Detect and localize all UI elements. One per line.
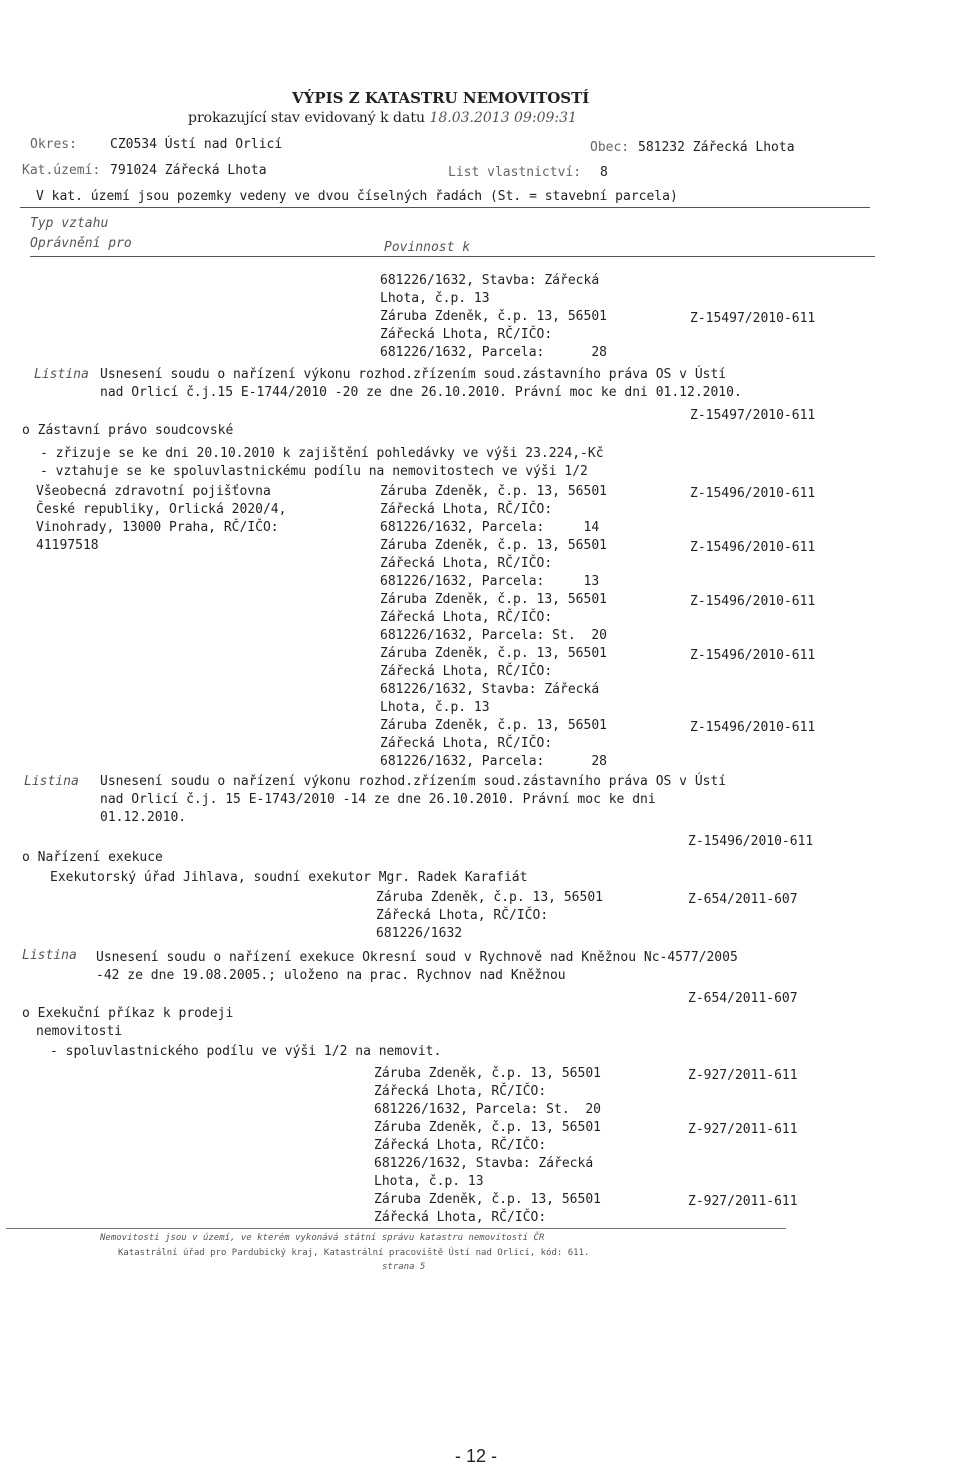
text-line: 681226/1632, Stavba: Zářecká — [380, 273, 600, 288]
text-line: 681226/1632, Parcela: St. 20 — [380, 628, 607, 643]
columns-rule — [30, 256, 875, 257]
text-line: Zářecká Lhota, RČ/IČO: — [380, 610, 553, 625]
text-line: 681226/1632, Parcela: 13 — [380, 574, 600, 589]
creditor-line: Vinohrady, 13000 Praha, RČ/IČO: — [36, 520, 279, 535]
subtitle-date: 18.03.2013 09:09:31 — [429, 110, 577, 126]
footer-line-2: Katastrální úřad pro Pardubický kraj, Katastrální pracoviště Ústí nad Orlicí, kód: 611. — [118, 1248, 590, 1258]
section-heading: o Zástavní právo soudcovské — [22, 423, 234, 438]
text-line: Záruba Zdeněk, č.p. 13, 56501 — [380, 646, 607, 661]
text-line: Záruba Zdeněk, č.p. 13, 56501 — [374, 1192, 601, 1207]
text-line: Zářecká Lhota, RČ/IČO: — [380, 556, 553, 571]
reference-code: Z-927/2011-611 — [688, 1122, 798, 1137]
section-heading: o Exekuční příkaz k prodeji — [22, 1006, 234, 1021]
text-line: Zářecká Lhota, RČ/IČO: — [374, 1210, 547, 1225]
creditor-line: České republiky, Orlická 2020/4, — [36, 502, 287, 517]
page-number: - 12 - — [455, 1446, 498, 1466]
reference-code: Z-15496/2010-611 — [688, 834, 814, 849]
lv-value: 8 — [600, 165, 608, 180]
subtitle — [188, 110, 577, 126]
text-line: Zářecká Lhota, RČ/IČO: — [380, 327, 553, 342]
katuzemi-value: 791024 Zářecká Lhota — [110, 163, 267, 178]
creditor-line: Všeobecná zdravotní pojišťovna — [36, 484, 271, 499]
obec-label: Obec: — [590, 140, 630, 155]
text-line: Usnesení soudu o nařízení výkonu rozhod.zřízením soud.zástavního práva OS v Ústí — [100, 367, 727, 382]
col-typ-vztahu: Typ vztahu — [30, 216, 109, 231]
subtitle-prefix: prokazující stav evidovaný k datu — [188, 110, 425, 126]
text-line: Zářecká Lhota, RČ/IČO: — [374, 1138, 547, 1153]
text-line: - zřizuje se ke dni 20.10.2010 k zajištění pohledávky ve výši 23.224,-Kč — [40, 446, 604, 461]
text-line: Lhota, č.p. 13 — [380, 700, 490, 715]
text-line: -42 ze dne 19.08.2005.; uloženo na prac. Rychnov nad Kněžnou — [96, 968, 566, 983]
header-note: V kat. území jsou pozemky vedeny ve dvou číselných řadách (St. = stavební parcela) — [36, 189, 678, 204]
text-line: 681226/1632, Parcela: 28 — [380, 345, 607, 360]
listina-label: Listina — [34, 367, 89, 382]
creditor-line: 41197518 — [36, 538, 99, 553]
text-line: 01.12.2010. — [100, 810, 187, 825]
text-line: Záruba Zdeněk, č.p. 13, 56501 — [376, 890, 603, 905]
col-povinnost: Povinnost k — [384, 240, 471, 255]
document-title: VÝPIS Z KATASTRU NEMOVITOSTÍ — [292, 89, 590, 107]
text-line: Zářecká Lhota, RČ/IČO: — [376, 908, 549, 923]
text-line: nemovitosti — [36, 1024, 123, 1039]
section-heading: o Nařízení exekuce — [22, 850, 163, 865]
text-line: Záruba Zdeněk, č.p. 13, 56501 — [380, 718, 607, 733]
text-line: 681226/1632 — [376, 926, 463, 941]
reference-code: Z-15497/2010-611 — [690, 408, 816, 423]
reference-code: Z-654/2011-607 — [688, 991, 798, 1006]
text-line: - vztahuje se ke spoluvlastnickému podílu na nemovitostech ve výši 1/2 — [40, 464, 588, 479]
footer-line-1: Nemovitosti jsou v území, ve kterém vykonává státní správu katastru nemovitostí ČR — [100, 1233, 545, 1243]
text-line: Zářecká Lhota, RČ/IČO: — [380, 664, 553, 679]
text-line: 681226/1632, Stavba: Zářecká — [374, 1156, 594, 1171]
text-line: Zářecká Lhota, RČ/IČO: — [380, 502, 553, 517]
text-line: nad Orlicí č.j.15 E-1744/2010 -20 ze dne 26.10.2010. Právní moc ke dni 01.12.2010. — [100, 385, 742, 400]
katuzemi-label: Kat.území: — [22, 163, 101, 178]
text-line: 681226/1632, Stavba: Zářecká — [380, 682, 600, 697]
text-line: 681226/1632, Parcela: 28 — [380, 754, 607, 769]
text-line: Zářecká Lhota, RČ/IČO: — [380, 736, 553, 751]
text-line: Lhota, č.p. 13 — [380, 291, 490, 306]
text-line: Usnesení soudu o nařízení exekuce Okresní soud v Rychnově nad Kněžnou Nc-4577/2005 — [96, 950, 738, 965]
text-line: 681226/1632, Parcela: 14 — [380, 520, 600, 535]
okres-label: Okres: — [30, 137, 77, 152]
text-line: Záruba Zdeněk, č.p. 13, 56501 — [380, 484, 607, 499]
text-line: nad Orlicí č.j. 15 E-1743/2010 -14 ze dne 26.10.2010. Právní moc ke dni — [100, 792, 656, 807]
okres-value: CZ0534 Ústí nad Orlicí — [110, 137, 283, 152]
text-line: - spoluvlastnického podílu ve výši 1/2 na nemovit. — [50, 1044, 442, 1059]
text-line: Záruba Zdeněk, č.p. 13, 56501 — [380, 309, 607, 324]
obec-value: 581232 Zářecká Lhota — [638, 140, 795, 155]
text-line: Záruba Zdeněk, č.p. 13, 56501 — [374, 1066, 601, 1081]
lv-label: List vlastnictví: — [448, 165, 582, 180]
text-line: Exekutorský úřad Jihlava, soudní exekutor Mgr. Radek Karafiát — [50, 870, 528, 885]
text-line: Záruba Zdeněk, č.p. 13, 56501 — [380, 538, 607, 553]
listina-label: Listina — [22, 948, 77, 963]
text-line: Záruba Zdeněk, č.p. 13, 56501 — [374, 1120, 601, 1135]
text-line: Zářecká Lhota, RČ/IČO: — [374, 1084, 547, 1099]
text-line: Záruba Zdeněk, č.p. 13, 56501 — [380, 592, 607, 607]
text-line: Lhota, č.p. 13 — [374, 1174, 484, 1189]
col-opravneni: Oprávnění pro — [30, 236, 132, 251]
footer-rule — [6, 1228, 786, 1229]
text-line: Usnesení soudu o nařízení výkonu rozhod.zřízením soud.zástavního práva OS v Ústí — [100, 774, 727, 789]
footer-page: strana 5 — [382, 1262, 426, 1272]
listina-label: Listina — [24, 774, 79, 789]
text-line: 681226/1632, Parcela: St. 20 — [374, 1102, 601, 1117]
header-rule — [20, 207, 870, 208]
